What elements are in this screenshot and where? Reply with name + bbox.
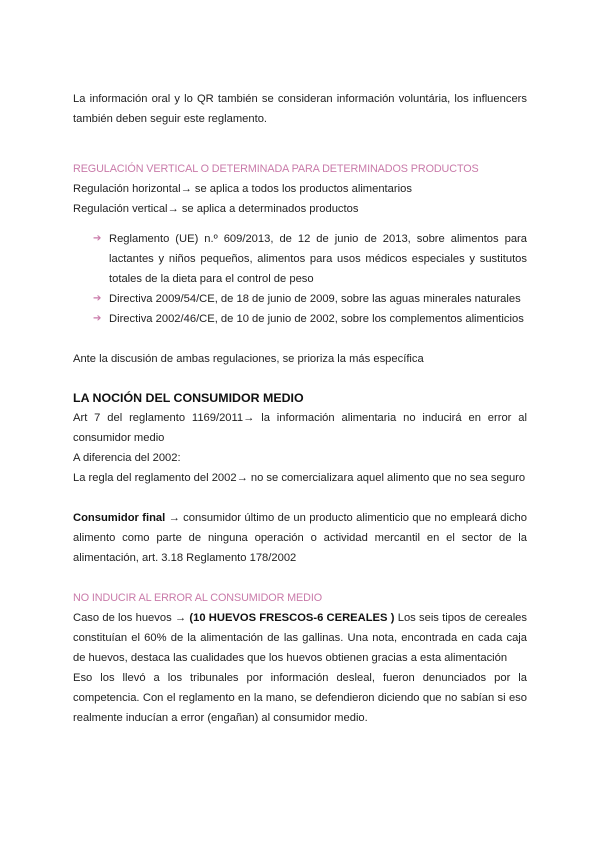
intro-paragraph: La información oral y lo QR también se consideran información voluntária, los influencers también deben seguir este reglamento. <box>73 93 527 125</box>
art7-paragraph: Art 7 del reglamento 1169/2011→ la información alimentaria no inducirá en error al consumidor medio <box>73 412 527 444</box>
list-item-text: Directiva 2009/54/CE, de 18 de junio de 2009, sobre las aguas minerales naturales <box>109 293 521 305</box>
huevos-case-prefix: Caso de los huevos → <box>73 612 190 624</box>
section-heading-regulacion: REGULACIÓN VERTICAL O DETERMINADA PARA DETERMINADOS PRODUCTOS <box>73 163 479 175</box>
section-heading-no-inducir: NO INDUCIR AL ERROR AL CONSUMIDOR MEDIO <box>73 592 323 604</box>
arrow-right-icon: ➔ <box>93 233 102 244</box>
huevos-outcome-paragraph: Eso los llevó a los tribunales por información desleal, fueron denunciados por la competencia. Con el reglamento en la mano, se defendieron diciendo que no sabían si eso realmente inducían a error (engañan) al consumidor medio. <box>73 672 527 724</box>
list-item-text: Directiva 2002/46/CE, de 10 de junio de 2002, sobre los complementos alimenticios <box>109 313 524 325</box>
consumidor-final-term: Consumidor final <box>73 512 166 524</box>
consumidor-final-definition: → consumidor último de un producto alimenticio que no empleará dicho alimento como parte de ninguna operación o actividad mercantil en el sector de la alimentación, art. 3.18 Reglamento 178/2002 <box>73 512 527 564</box>
regulacion-horizontal-line: Regulación horizontal→ se aplica a todos los productos alimentarios <box>73 183 412 195</box>
regulacion-conclusion: Ante la discusión de ambas regulaciones, se prioriza la más específica <box>73 353 424 365</box>
huevos-case-bold: (10 HUEVOS FRESCOS-6 CEREALES ) <box>189 612 395 624</box>
list-item-text: Reglamento (UE) n.º 609/2013, de 12 de junio de 2013, sobre alimentos para lactantes y niños pequeños, alimentos para usos médicos especiales y sustitutos totales de la dieta para el control de peso <box>109 233 527 285</box>
regulacion-vertical-line: Regulación vertical→ se aplica a determinados productos <box>73 203 359 215</box>
list-item <box>95 309 527 329</box>
arrow-right-icon: ➔ <box>93 293 102 304</box>
diferencia-line: A diferencia del 2002: <box>73 452 181 464</box>
list-item <box>95 289 527 309</box>
consumidor-final-paragraph <box>73 508 527 568</box>
list-item <box>95 229 527 289</box>
document-page <box>73 89 527 728</box>
section-heading-consumidor-medio: LA NOCIÓN DEL CONSUMIDOR MEDIO <box>73 391 304 405</box>
regla-2002-line: La regla del reglamento del 2002→ no se comercializara aquel alimento que no sea seguro <box>73 472 526 484</box>
regulacion-list <box>73 229 527 329</box>
huevos-case-paragraph <box>73 608 527 668</box>
arrow-right-icon: ➔ <box>93 313 102 324</box>
huevos-case-rest: Los seis tipos de cereales constituían el 60% de la alimentación de las gallinas. Una nota, encontrada en cada caja de huevos, destaca las cualidades que los huevos obtienen gracias a esta alimentación <box>73 612 528 664</box>
